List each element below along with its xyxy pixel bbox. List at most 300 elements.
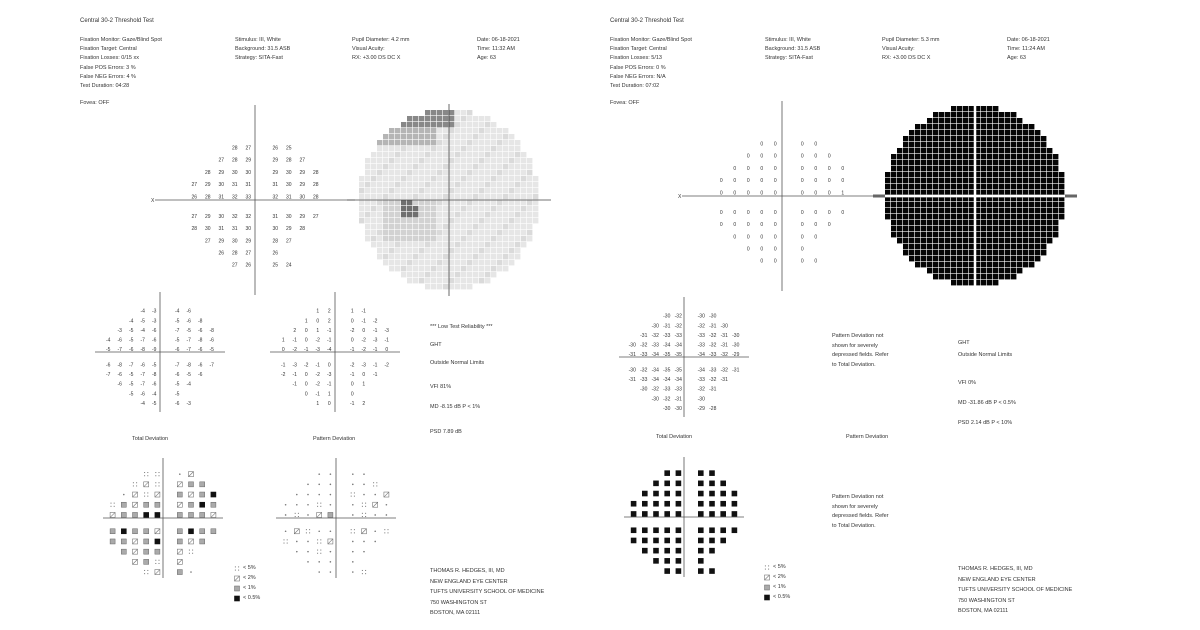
pattern-deviation-value: 0	[304, 391, 308, 398]
header-field: Pupil Diameter: 4.2 mm	[352, 37, 410, 43]
total-deviation-value: -34	[697, 367, 705, 374]
pd-prob-symbol	[330, 504, 332, 506]
pattern-deviation-value: 0	[327, 400, 331, 407]
threshold-value: 27	[299, 157, 306, 164]
legend-label: < 1%	[243, 585, 256, 591]
header-field: Test Duration: 04:28	[80, 83, 130, 89]
threshold-value: 30	[245, 226, 252, 233]
pd-prob-symbol	[330, 484, 332, 486]
td-prob-symbol	[709, 527, 715, 533]
report-title: Central 30-2 Threshold Test	[610, 18, 684, 24]
pd-prob-symbol	[352, 504, 354, 506]
threshold-value: 1	[841, 190, 845, 197]
pattern-deviation-value: 0	[385, 347, 389, 354]
pattern-deviation-value: 2	[327, 318, 331, 325]
threshold-value: 0	[773, 165, 777, 172]
pd-prob-symbol	[362, 570, 366, 574]
td-prob-symbol	[189, 492, 194, 497]
td-prob-symbol	[121, 528, 127, 534]
threshold-value: 0	[746, 178, 750, 185]
total-deviation-value: -30	[628, 342, 636, 349]
total-deviation-value: -7	[186, 347, 191, 354]
threshold-value: 27	[191, 213, 198, 220]
td-prob-symbol	[121, 512, 126, 517]
pd-prob-symbol	[352, 551, 354, 553]
threshold-value: 30	[245, 169, 252, 176]
threshold-value: 0	[760, 222, 764, 229]
total-deviation-value: -34	[663, 342, 671, 349]
td-prob-symbol	[211, 492, 217, 498]
total-deviation-value: -5	[106, 347, 111, 354]
td-prob-symbol	[642, 527, 648, 533]
total-deviation-value: -6	[117, 381, 122, 388]
td-prob-symbol	[720, 527, 726, 533]
total-deviation-value: -8	[186, 362, 191, 369]
report-graphics	[600, 0, 1200, 630]
td-prob-symbol	[642, 538, 648, 544]
pattern-deviation-value: -1	[327, 381, 332, 388]
td-prob-symbol	[177, 529, 182, 534]
pattern-deviation-value: -3	[315, 347, 320, 354]
total-deviation-value: -7	[209, 362, 214, 369]
pattern-deviation-value: -2	[315, 381, 320, 388]
td-prob-symbol	[155, 502, 160, 507]
threshold-value: 0	[760, 178, 764, 185]
td-prob-symbol	[698, 548, 704, 554]
threshold-value: 30	[285, 213, 292, 220]
td-prob-symbol	[199, 502, 205, 508]
threshold-value: 29	[299, 182, 306, 189]
total-deviation-value: -6	[175, 347, 180, 354]
pd-prob-symbol	[318, 561, 320, 563]
total-deviation-value: -30	[709, 313, 717, 320]
td-prob-symbol	[709, 481, 715, 487]
td-prob-symbol	[709, 470, 715, 476]
total-deviation-value: -30	[674, 405, 682, 412]
threshold-value: 0	[733, 190, 737, 197]
td-prob-symbol	[664, 548, 670, 554]
threshold-value: 29	[272, 169, 279, 176]
threshold-value: 0	[773, 234, 777, 241]
threshold-value: 25	[285, 145, 292, 152]
pattern-deviation-value: -1	[373, 327, 378, 334]
total-deviation-value: -6	[152, 381, 157, 388]
threshold-value: 30	[272, 226, 279, 233]
threshold-value: 0	[773, 153, 777, 160]
td-prob-symbol	[720, 538, 726, 544]
threshold-value: 0	[746, 234, 750, 241]
td-prob-symbol	[177, 512, 182, 517]
legend-symbol	[764, 595, 770, 601]
total-deviation-value: -33	[640, 352, 648, 359]
td-prob-symbol	[698, 558, 704, 564]
pd-prob-symbol	[318, 484, 320, 486]
total-deviation-value: -3	[152, 308, 157, 315]
td-prob-symbol	[144, 549, 149, 554]
td-prob-symbol	[631, 511, 637, 517]
threshold-value: 31	[272, 182, 279, 189]
td-prob-symbol	[698, 538, 704, 544]
pd-prob-symbol	[352, 473, 354, 475]
header-field: Age: 63	[477, 55, 496, 62]
pd-prob-symbol	[285, 530, 287, 532]
threshold-value: 0	[760, 165, 764, 172]
pattern-deviation-value: 0	[362, 372, 366, 379]
pd-prob-symbol	[318, 530, 320, 532]
td-prob-symbol	[144, 502, 149, 507]
td-prob-symbol	[200, 512, 205, 517]
total-deviation-value: -7	[140, 372, 145, 379]
total-deviation-value: -33	[697, 377, 705, 384]
total-deviation-value: -5	[175, 391, 180, 398]
analysis-note: MD -8.15 dB P < 1%	[430, 404, 481, 410]
td-prob-symbol	[189, 482, 194, 487]
threshold-value: 24	[285, 262, 292, 269]
total-deviation-value: -32	[720, 352, 728, 359]
pd-prob-symbol	[363, 494, 365, 496]
header-field: False NEG Errors: 4 %	[80, 73, 136, 80]
threshold-value: 0	[773, 222, 777, 229]
total-deviation-value: -29	[697, 405, 705, 412]
header-field: Stimulus: III, White	[765, 37, 811, 43]
legend-symbol	[765, 565, 769, 569]
pattern-deviation-value: 1	[362, 381, 366, 388]
total-deviation-value: -4	[129, 318, 134, 325]
total-deviation-value: -3	[186, 400, 191, 407]
total-deviation-value: -31	[720, 332, 728, 339]
analysis-note: VFI 81%	[430, 384, 452, 390]
pattern-deviation-label: Pattern Deviation	[846, 434, 889, 440]
td-prob-symbol	[189, 539, 194, 544]
legend-label: < 5%	[773, 564, 786, 570]
td-prob-symbol	[653, 538, 659, 544]
total-deviation-value: -6	[152, 337, 157, 344]
td-prob-symbol	[653, 558, 659, 564]
pd-prob-symbol	[362, 529, 367, 534]
pattern-deviation-value: 0	[327, 362, 331, 369]
total-deviation-value: -6	[117, 372, 122, 379]
td-prob-symbol	[110, 512, 115, 517]
td-prob-symbol	[664, 511, 670, 517]
pattern-deviation-value: 2	[327, 308, 331, 315]
threshold-value: 27	[285, 238, 292, 245]
pd-prob-symbol	[351, 529, 355, 533]
total-deviation-value: -6	[209, 337, 214, 344]
pattern-deviation-value: 0	[350, 391, 354, 398]
threshold-value: 0	[760, 258, 764, 265]
pattern-deviation-value: -1	[315, 391, 320, 398]
pd-prob-symbol	[330, 561, 332, 563]
total-deviation-value: -32	[663, 396, 671, 403]
threshold-value: 28	[231, 145, 238, 152]
pattern-deviation-value: -2	[384, 362, 389, 369]
td-prob-symbol	[664, 470, 670, 476]
header-field: Fixation Losses: 0/15 xx	[80, 55, 140, 62]
pd-not-shown-text: Pattern Deviation not	[832, 333, 884, 339]
total-deviation-value: -32	[709, 342, 717, 349]
header-field: False POS Errors: 3 %	[80, 64, 136, 71]
pd-prob-symbol	[307, 494, 309, 496]
threshold-value: 0	[760, 190, 764, 197]
total-deviation-value: -33	[651, 342, 659, 349]
threshold-value: 31	[231, 226, 238, 233]
total-deviation-value: -5	[175, 318, 180, 325]
pd-prob-symbol	[318, 571, 320, 573]
total-deviation-value: -31	[663, 323, 671, 330]
pd-prob-symbol	[307, 551, 309, 553]
threshold-value: 26	[272, 145, 279, 152]
threshold-value: 0	[800, 222, 804, 229]
pd-prob-symbol	[363, 484, 365, 486]
threshold-value: 0	[800, 141, 804, 148]
total-deviation-value: -31	[640, 332, 648, 339]
total-deviation-value: -32	[674, 313, 682, 320]
pd-prob-symbol	[307, 541, 309, 543]
threshold-value: 0	[827, 165, 831, 172]
legend-symbol	[765, 585, 770, 590]
pattern-deviation-value: -1	[304, 347, 309, 354]
pattern-deviation-value: -1	[361, 308, 366, 315]
threshold-value: 29	[299, 213, 306, 220]
clinic-address-line: TUFTS UNIVERSITY SCHOOL OF MEDICINE	[430, 589, 545, 595]
threshold-value: 28	[285, 157, 292, 164]
threshold-value: 30	[285, 182, 292, 189]
pattern-deviation-value: -1	[327, 327, 332, 334]
total-deviation-value: -33	[663, 332, 671, 339]
pd-prob-symbol	[374, 530, 376, 532]
threshold-value: 26	[245, 262, 252, 269]
threshold-value: 0	[746, 153, 750, 160]
td-prob-symbol	[133, 549, 138, 554]
td-prob-symbol	[642, 548, 648, 554]
td-prob-symbol	[121, 539, 126, 544]
pattern-deviation-value: -1	[373, 362, 378, 369]
total-deviation-value: -7	[106, 372, 111, 379]
threshold-value: 0	[814, 178, 818, 185]
threshold-value: 28	[204, 169, 211, 176]
pattern-deviation-value: 1	[304, 318, 308, 325]
td-prob-symbol	[732, 491, 738, 497]
td-prob-symbol	[144, 529, 149, 534]
td-prob-symbol	[664, 481, 670, 487]
pd-prob-symbol	[363, 473, 365, 475]
threshold-value: 0	[746, 190, 750, 197]
fovea-setting: Fovea: OFF	[80, 100, 110, 107]
threshold-value: 27	[245, 145, 252, 152]
header-field: RX: +3.00 DS DC X	[882, 55, 931, 62]
td-prob-symbol	[133, 482, 137, 486]
threshold-value: 0	[760, 153, 764, 160]
td-prob-symbol	[110, 529, 115, 534]
total-deviation-value: -31	[628, 377, 636, 384]
threshold-value: 29	[272, 157, 279, 164]
axis-label: X	[151, 198, 155, 204]
td-prob-symbol	[676, 491, 682, 497]
td-prob-symbol	[664, 568, 670, 574]
td-prob-symbol	[123, 494, 125, 496]
header-field: Visual Acuity:	[882, 46, 915, 53]
total-deviation-value: -8	[140, 347, 145, 354]
td-prob-symbol	[110, 539, 115, 544]
threshold-value: 0	[773, 209, 777, 216]
td-prob-symbol	[177, 559, 182, 564]
total-deviation-value: -33	[709, 367, 717, 374]
total-deviation-value: -6	[117, 337, 122, 344]
pd-prob-symbol	[294, 529, 299, 534]
threshold-value: 29	[245, 238, 252, 245]
header-field: Strategy: SITA-Fast	[235, 55, 283, 62]
pd-not-shown-text: depressed fields. Refer	[832, 352, 889, 358]
total-deviation-value: -34	[697, 352, 705, 359]
total-deviation-value: -31	[674, 396, 682, 403]
pattern-deviation-value: -3	[361, 362, 366, 369]
threshold-value: 32	[231, 213, 238, 220]
threshold-value: 0	[719, 222, 723, 229]
total-deviation-value: -30	[697, 396, 705, 403]
total-deviation-value: -30	[663, 313, 671, 320]
pattern-deviation-value: 0	[350, 318, 354, 325]
total-deviation-value: -31	[628, 352, 636, 359]
pd-prob-symbol	[328, 512, 333, 517]
threshold-value: 29	[218, 238, 225, 245]
threshold-value: 0	[733, 165, 737, 172]
pd-prob-symbol	[296, 551, 298, 553]
total-deviation-value: -5	[129, 381, 134, 388]
td-prob-symbol	[709, 511, 715, 517]
report-title: Central 30-2 Threshold Test	[80, 18, 154, 24]
threshold-value: 28	[231, 250, 238, 257]
pattern-deviation-value: 1	[281, 337, 285, 344]
td-prob-symbol	[642, 511, 648, 517]
pattern-deviation-value: -1	[327, 337, 332, 344]
td-prob-symbol	[698, 470, 704, 476]
td-prob-symbol	[653, 481, 659, 487]
total-deviation-value: -8	[198, 318, 203, 325]
threshold-value: 0	[773, 258, 777, 265]
threshold-value: 31	[272, 213, 279, 220]
total-deviation-value: -30	[732, 332, 740, 339]
total-deviation-value: -4	[106, 337, 111, 344]
threshold-value: 28	[299, 226, 306, 233]
pd-not-shown-text: to Total Deviation.	[832, 361, 876, 368]
td-prob-symbol	[133, 529, 138, 534]
td-prob-symbol	[676, 527, 682, 533]
threshold-value: 0	[719, 190, 723, 197]
pattern-deviation-value: 0	[362, 327, 366, 334]
threshold-value: 0	[719, 209, 723, 216]
pd-prob-symbol	[352, 514, 354, 516]
threshold-value: 0	[827, 153, 831, 160]
pd-prob-symbol	[352, 484, 354, 486]
pattern-deviation-value: -3	[384, 327, 389, 334]
clinic-address-line: 750 WASHINGTON ST	[430, 599, 487, 606]
pd-prob-symbol	[363, 551, 365, 553]
threshold-value: 31	[285, 194, 292, 201]
clinic-address-line: 750 WASHINGTON ST	[958, 597, 1015, 604]
total-deviation-label: Total Deviation	[132, 436, 169, 442]
threshold-value: 30	[299, 194, 306, 201]
pattern-deviation-value: 1	[316, 327, 320, 334]
analysis-note: PSD 2.14 dB P < 10%	[958, 420, 1013, 426]
threshold-value: 0	[827, 190, 831, 197]
header-field: Stimulus: III, White	[235, 37, 281, 43]
total-deviation-value: -33	[697, 342, 705, 349]
threshold-value: 0	[827, 178, 831, 185]
pd-prob-symbol	[296, 541, 298, 543]
total-deviation-value: -6	[152, 327, 157, 334]
total-deviation-value: -7	[186, 337, 191, 344]
pd-prob-symbol	[352, 571, 354, 573]
axis-label: X	[678, 194, 682, 200]
pattern-deviation-value: -1	[350, 347, 355, 354]
threshold-value: 32	[272, 194, 279, 201]
header-field: Time: 11:32 AM	[477, 46, 515, 53]
pd-prob-symbol	[330, 530, 332, 532]
td-prob-symbol	[732, 501, 738, 507]
pd-prob-symbol	[352, 561, 354, 563]
td-prob-symbol	[720, 501, 726, 507]
td-prob-symbol	[720, 511, 726, 517]
total-deviation-value: -9	[152, 347, 157, 354]
total-deviation-value: -32	[640, 342, 648, 349]
analysis-note: *** Low Test Reliability ***	[430, 324, 493, 330]
threshold-value: 30	[231, 238, 238, 245]
threshold-value: 0	[719, 178, 723, 185]
total-deviation-value: -30	[651, 323, 659, 330]
td-prob-symbol	[188, 528, 194, 534]
pattern-deviation-value: -1	[292, 337, 297, 344]
total-deviation-value: -6	[175, 400, 180, 407]
pattern-deviation-value: -1	[315, 362, 320, 369]
pd-prob-symbol	[317, 539, 321, 543]
total-deviation-value: -34	[674, 377, 682, 384]
total-deviation-value: -5	[129, 327, 134, 334]
total-deviation-value: -29	[732, 352, 740, 359]
legend-label: < 0.5%	[243, 595, 261, 601]
td-prob-symbol	[133, 512, 138, 517]
clinic-address-line: BOSTON, MA 02111	[430, 610, 481, 616]
analysis-note: Outside Normal Limits	[430, 360, 485, 366]
td-prob-symbol	[144, 482, 149, 487]
total-deviation-value: -5	[186, 327, 191, 334]
threshold-value: 0	[814, 222, 818, 229]
td-prob-symbol	[698, 491, 704, 497]
total-deviation-value: -6	[198, 372, 203, 379]
pattern-deviation-value: -1	[350, 400, 355, 407]
total-deviation-value: -32	[709, 332, 717, 339]
pattern-deviation-value: 0	[304, 381, 308, 388]
threshold-value: 29	[245, 157, 252, 164]
threshold-value: 27	[218, 157, 225, 164]
total-deviation-value: -6	[198, 362, 203, 369]
pd-prob-symbol	[285, 514, 287, 516]
threshold-value: 0	[733, 209, 737, 216]
threshold-value: 32	[245, 213, 252, 220]
total-deviation-value: -33	[640, 377, 648, 384]
threshold-value: 30	[218, 213, 225, 220]
clinic-address-line: NEW ENGLAND EYE CENTER	[430, 578, 508, 585]
td-prob-symbol	[709, 538, 715, 544]
header-field: Fixation Monitor: Gaze/Blind Spot	[610, 37, 692, 43]
threshold-value: 0	[760, 234, 764, 241]
td-prob-symbol	[155, 512, 161, 518]
pattern-deviation-value: 2	[362, 400, 366, 407]
td-prob-symbol	[698, 501, 704, 507]
threshold-value: 0	[733, 222, 737, 229]
total-deviation-value: -5	[209, 347, 214, 354]
threshold-value: 26	[218, 250, 225, 257]
pattern-deviation-value: -2	[350, 327, 355, 334]
